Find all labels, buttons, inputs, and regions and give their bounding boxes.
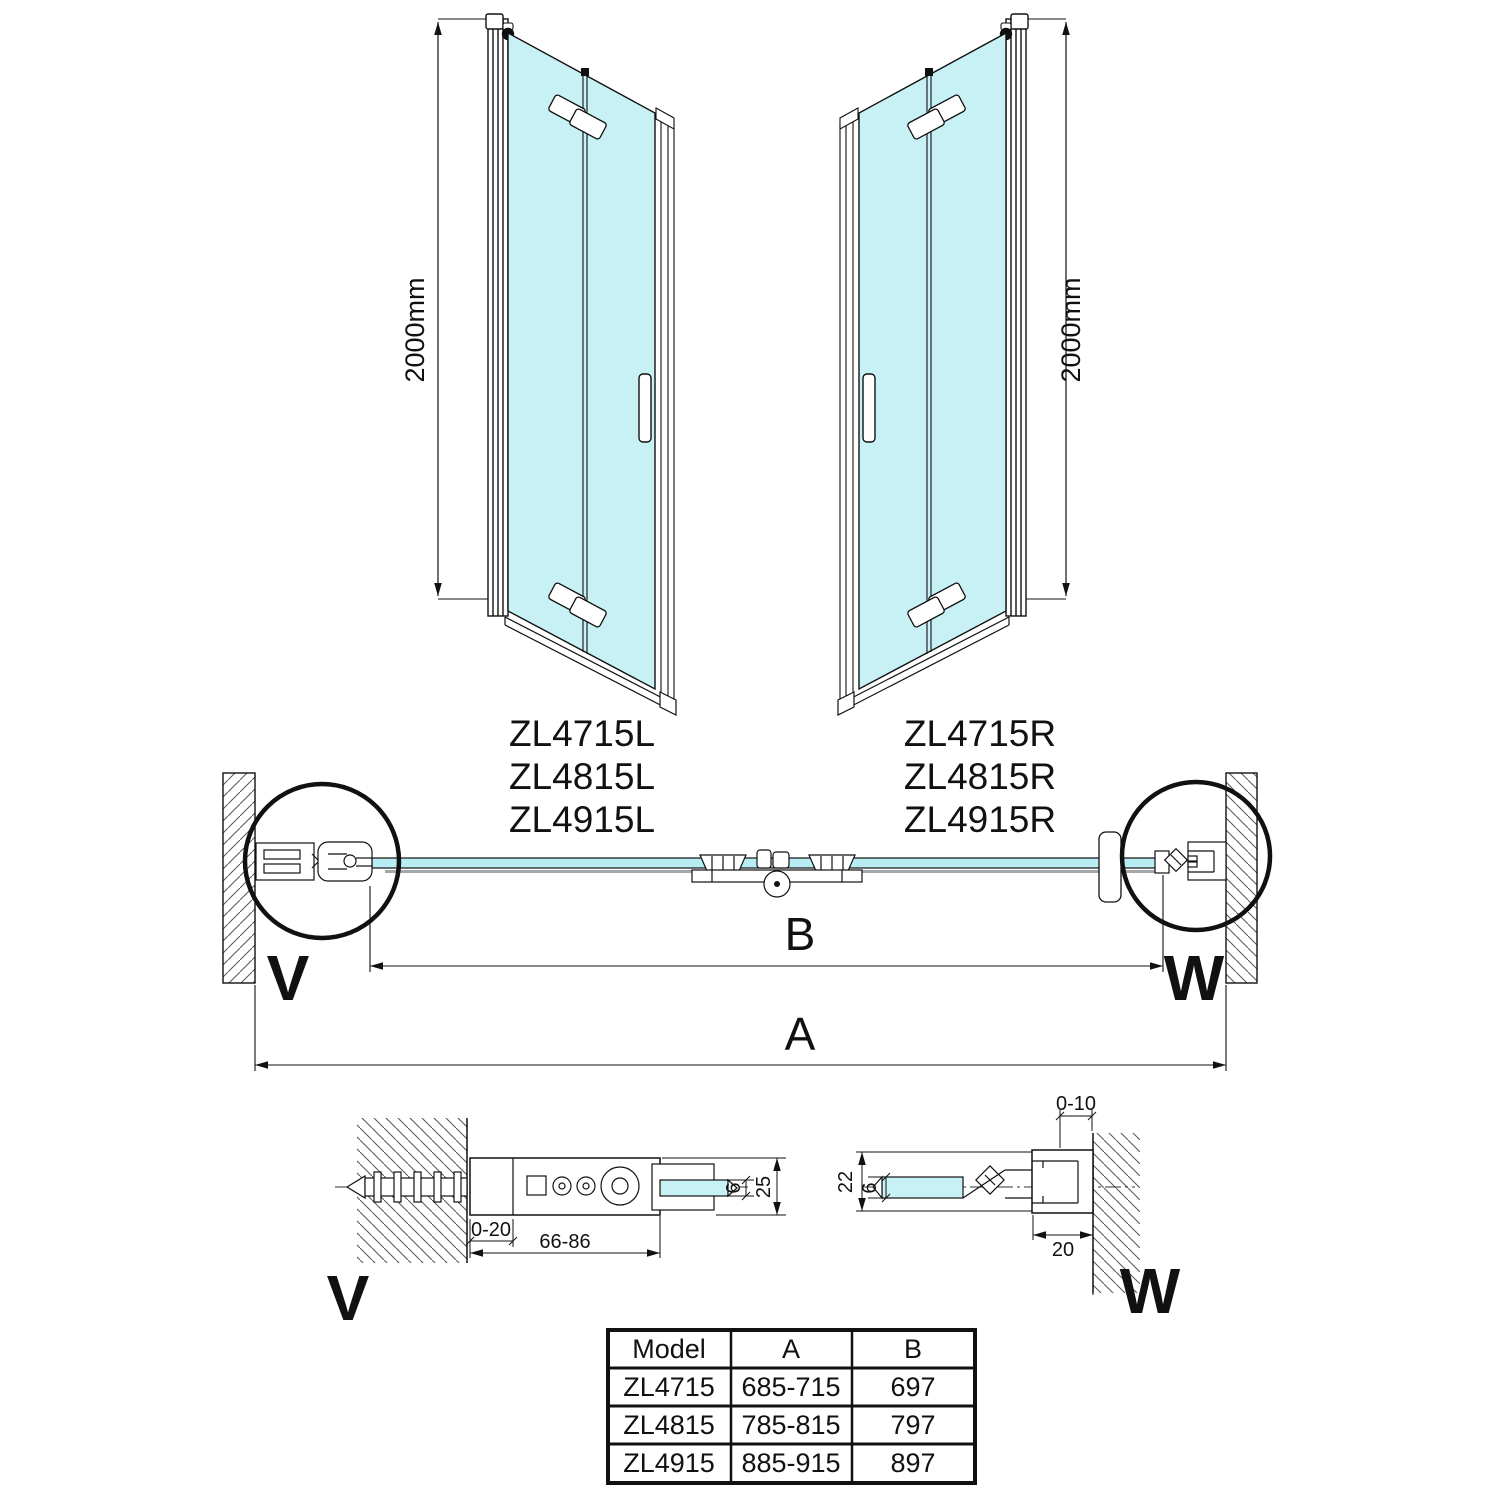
plan-cover-profile-strip bbox=[1099, 832, 1121, 902]
detail-v-title-letter: V bbox=[326, 1262, 370, 1334]
table-cell-b: 797 bbox=[890, 1410, 936, 1440]
plan-right-wall-hardware bbox=[1155, 842, 1226, 880]
right-door-inner-profile bbox=[840, 108, 858, 704]
plan-left-pivot-hardware bbox=[256, 842, 372, 881]
table-cell-a: 785-815 bbox=[741, 1410, 841, 1440]
plan-detail-v-letter: V bbox=[266, 942, 310, 1014]
table-cell-b: 697 bbox=[890, 1372, 936, 1402]
dimension-b-label: B bbox=[784, 908, 816, 960]
model-label: ZL4815R bbox=[903, 756, 1057, 797]
detail-v-dim-range: 66-86 bbox=[539, 1231, 591, 1253]
table-header-model: Model bbox=[632, 1334, 706, 1364]
right-door-handle bbox=[863, 374, 875, 442]
left-door-height-dimension bbox=[438, 19, 492, 599]
detail-w-title-letter: W bbox=[1119, 1255, 1181, 1327]
table-cell-model: ZL4815 bbox=[623, 1410, 715, 1440]
right-door-height-label: 2000mm bbox=[1056, 277, 1086, 383]
detail-v-dim-glass: 6 bbox=[723, 1182, 745, 1194]
table-cell-model: ZL4715 bbox=[623, 1372, 715, 1402]
table-cell-b: 897 bbox=[890, 1448, 936, 1478]
model-label: ZL4915L bbox=[508, 799, 656, 840]
left-door-height-label: 2000mm bbox=[400, 277, 430, 383]
right-model-labels bbox=[904, 713, 1056, 840]
plan-right-wall bbox=[1226, 773, 1257, 983]
left-model-labels bbox=[509, 713, 655, 840]
detail-w-seal bbox=[963, 1166, 1032, 1198]
detail-w-profile-body bbox=[1032, 1150, 1093, 1213]
left-door-elevation bbox=[438, 14, 676, 715]
right-door-top-cap bbox=[1011, 14, 1028, 29]
plan-dimension-a bbox=[255, 985, 1226, 1071]
detail-w-dim-height: 22 bbox=[835, 1170, 857, 1194]
model-label: ZL4715L bbox=[508, 713, 656, 754]
model-label: ZL4815L bbox=[508, 756, 656, 797]
left-door-top-cap bbox=[486, 14, 503, 29]
detail-w-dim-glass: 6 bbox=[859, 1182, 881, 1194]
plan-left-wall bbox=[223, 773, 255, 983]
plan-section-view bbox=[223, 773, 1270, 1071]
table-header-a: A bbox=[781, 1334, 801, 1364]
detail-v-dim-depth-adjust: 0-20 bbox=[470, 1219, 512, 1241]
table-cell-a: 885-915 bbox=[741, 1448, 841, 1478]
detail-w-glass bbox=[882, 1177, 963, 1198]
left-door-handle bbox=[639, 374, 651, 442]
model-label: ZL4915R bbox=[903, 799, 1057, 840]
table-header-b: B bbox=[903, 1334, 923, 1364]
model-label: ZL4715R bbox=[903, 713, 1057, 754]
detail-v-glass bbox=[660, 1180, 728, 1196]
table-cell-a: 685-715 bbox=[741, 1372, 841, 1402]
plan-center-hinge-hardware bbox=[692, 850, 862, 897]
table-cell-model: ZL4915 bbox=[623, 1448, 715, 1478]
detail-w-dim-gap: 0-10 bbox=[1055, 1093, 1097, 1115]
right-door-elevation bbox=[838, 14, 1066, 715]
dimension-a-label: A bbox=[784, 1008, 816, 1060]
plan-detail-w-letter: W bbox=[1163, 942, 1225, 1014]
detail-w-view bbox=[856, 1110, 1140, 1295]
left-door-inner-profile bbox=[656, 108, 674, 704]
detail-v-dim-profile: 25 bbox=[753, 1175, 775, 1199]
detail-w-dim-depth: 20 bbox=[1051, 1239, 1075, 1261]
